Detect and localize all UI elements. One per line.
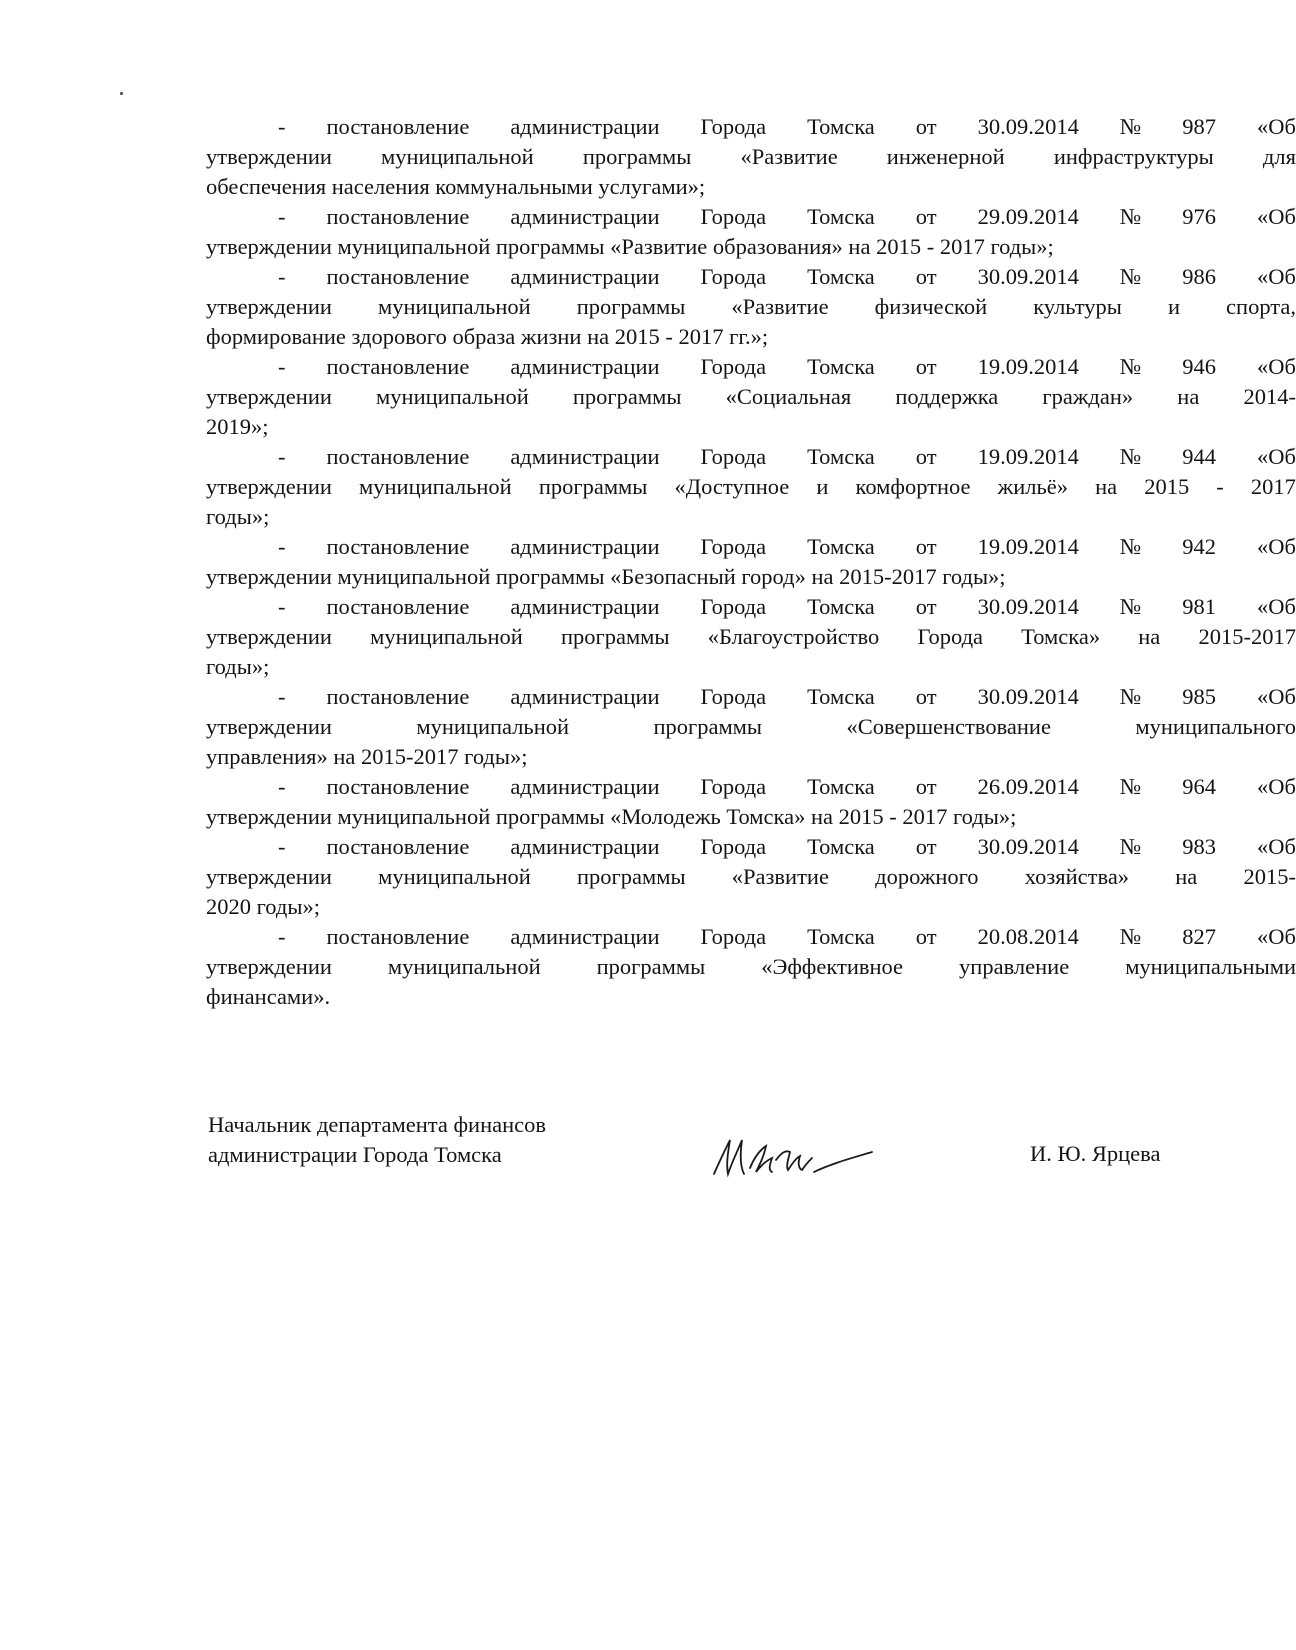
word: Города — [917, 624, 984, 649]
word: постановление — [326, 774, 470, 799]
word: 2015-2017 — [1198, 624, 1296, 649]
text-line — [206, 892, 1296, 922]
word: Томска — [807, 534, 875, 559]
word: Города — [700, 834, 767, 859]
word: № — [1119, 354, 1142, 379]
word: дорожного — [875, 864, 979, 889]
word: «Об — [1256, 444, 1296, 469]
word: программы — [572, 384, 682, 409]
text-line — [206, 142, 1296, 172]
word: «Об — [1256, 924, 1296, 949]
word: 29.09.2014 — [977, 204, 1079, 229]
word: муниципальной — [376, 384, 529, 409]
word: муниципального — [1135, 714, 1296, 739]
word: от — [915, 444, 937, 469]
word: программы — [596, 954, 706, 979]
word: на — [1138, 624, 1161, 649]
word: - — [278, 444, 286, 469]
word: «Об — [1256, 114, 1296, 139]
text-line — [206, 472, 1296, 502]
word: инженерной — [886, 144, 1005, 169]
word: - — [278, 924, 286, 949]
word: от — [915, 204, 937, 229]
word: «Об — [1256, 774, 1296, 799]
word: 942 — [1182, 534, 1216, 559]
word: - — [278, 114, 286, 139]
word: инфраструктуры — [1053, 144, 1214, 169]
word: администрации — [510, 594, 660, 619]
word: граждан» — [1042, 384, 1134, 409]
list-item — [206, 202, 1296, 262]
word: Томска» — [1021, 624, 1101, 649]
word: № — [1119, 204, 1142, 229]
signer-name: И. Ю. Ярцева — [1030, 1141, 1161, 1166]
word: от — [915, 594, 937, 619]
word: администрации — [510, 774, 660, 799]
word: Томска — [807, 264, 875, 289]
text-line — [206, 352, 1296, 382]
word: на — [1175, 864, 1198, 889]
word: Города — [700, 264, 767, 289]
word: муниципальной — [378, 864, 531, 889]
word: Томска — [807, 924, 875, 949]
text-line — [206, 772, 1296, 802]
scan-speck — [120, 92, 123, 95]
word: администрации — [510, 264, 660, 289]
word: от — [915, 924, 937, 949]
word: Города — [700, 594, 767, 619]
text-line — [206, 502, 1296, 532]
word: постановление — [326, 834, 470, 859]
word: 2020 годы»; — [206, 894, 320, 919]
word: 985 — [1182, 684, 1216, 709]
word: «Об — [1256, 264, 1296, 289]
word: 19.09.2014 — [977, 444, 1079, 469]
word: программы — [576, 294, 686, 319]
word: Города — [700, 924, 767, 949]
word: - — [278, 684, 286, 709]
word: 827 — [1182, 924, 1216, 949]
word: постановление — [326, 594, 470, 619]
word: «Эффективное — [761, 954, 904, 979]
word: от — [915, 114, 937, 139]
word: 30.09.2014 — [977, 594, 1079, 619]
word: - — [278, 264, 286, 289]
text-line — [206, 382, 1296, 412]
word: обеспечения населения коммунальными услугами»; — [206, 174, 706, 199]
text-line — [206, 982, 1296, 1012]
text-line — [206, 922, 1296, 952]
word: «Развитие — [740, 144, 838, 169]
list-item — [206, 922, 1296, 1012]
text-line — [206, 622, 1296, 652]
word: программы — [577, 864, 686, 889]
word: жильё» — [997, 474, 1068, 499]
word: 2017 — [1250, 474, 1296, 499]
word: - — [278, 834, 286, 859]
word: Томска — [807, 594, 875, 619]
text-line — [206, 412, 1296, 442]
word: для — [1262, 144, 1296, 169]
word: 19.09.2014 — [977, 534, 1079, 559]
word: - — [278, 354, 286, 379]
word: утверждении муниципальной программы «Молодежь Томска» на 2015 - 2017 годы»; — [206, 804, 1017, 829]
word: 2019»; — [206, 414, 269, 439]
text-line — [206, 562, 1296, 592]
word: «Доступное — [674, 474, 790, 499]
word: администрации — [510, 834, 660, 859]
word: администрации — [510, 444, 660, 469]
word: муниципальной — [377, 294, 531, 319]
word: 986 — [1182, 264, 1216, 289]
word: на — [1177, 384, 1200, 409]
repealed-acts-list — [206, 112, 1296, 1012]
word: Города — [700, 114, 767, 139]
text-line — [206, 172, 1296, 202]
word: Города — [700, 444, 767, 469]
text-line — [206, 832, 1296, 862]
word: № — [1119, 684, 1142, 709]
text-line — [206, 862, 1296, 892]
word: культуры — [1033, 294, 1122, 319]
word: 2015- — [1243, 864, 1296, 889]
word: 944 — [1182, 444, 1216, 469]
word: № — [1119, 834, 1142, 859]
word: постановление — [326, 114, 470, 139]
word: муниципальной — [370, 624, 523, 649]
word: 30.09.2014 — [977, 264, 1079, 289]
text-line — [206, 292, 1296, 322]
list-item — [206, 832, 1296, 922]
word: постановление — [326, 444, 470, 469]
word: от — [915, 264, 937, 289]
text-line — [206, 802, 1296, 832]
word: утверждении — [206, 714, 332, 739]
word: «Об — [1256, 594, 1296, 619]
word: муниципальной — [381, 144, 534, 169]
list-item — [206, 532, 1296, 592]
word: «Совершенствование — [846, 714, 1051, 739]
text-line — [206, 712, 1296, 742]
word: постановление — [326, 264, 470, 289]
word: № — [1119, 774, 1142, 799]
text-line — [206, 532, 1296, 562]
word: утверждении — [206, 474, 332, 499]
word: утверждении муниципальной программы «Безопасный город» на 2015-2017 годы»; — [206, 564, 1006, 589]
word: утверждении муниципальной программы «Развитие образования» на 2015 - 2017 годы»; — [206, 234, 1054, 259]
signer-position-line-2: администрации Города Томска — [208, 1142, 502, 1167]
word: 2014- — [1243, 384, 1296, 409]
word: от — [915, 534, 937, 559]
word: комфортное — [855, 474, 971, 499]
list-item — [206, 352, 1296, 442]
word: «Социальная — [725, 384, 852, 409]
word: Томска — [807, 684, 875, 709]
list-item — [206, 772, 1296, 832]
word: программы — [560, 624, 670, 649]
word: 981 — [1182, 594, 1216, 619]
word: утверждении — [206, 624, 332, 649]
text-line — [206, 652, 1296, 682]
word: муниципальными — [1125, 954, 1296, 979]
word: постановление — [326, 354, 470, 379]
word: хозяйства» — [1024, 864, 1130, 889]
word: № — [1119, 114, 1142, 139]
word: администрации — [510, 204, 660, 229]
text-line — [206, 262, 1296, 292]
word: и — [1167, 294, 1180, 319]
word: 26.09.2014 — [977, 774, 1079, 799]
word: на — [1095, 474, 1118, 499]
word: Томска — [807, 114, 875, 139]
text-line — [206, 682, 1296, 712]
signer-position-line-1: Начальник департамента финансов — [208, 1112, 547, 1137]
word: № — [1119, 534, 1142, 559]
word: муниципальной — [359, 474, 512, 499]
word: администрации — [510, 114, 660, 139]
text-line — [206, 232, 1296, 262]
word: Города — [700, 684, 767, 709]
word: № — [1119, 924, 1142, 949]
word: «Об — [1256, 684, 1296, 709]
word: от — [915, 354, 937, 379]
word: постановление — [326, 684, 470, 709]
word: и — [816, 474, 829, 499]
text-line — [206, 112, 1296, 142]
list-item — [206, 442, 1296, 532]
word: «Развитие — [731, 294, 829, 319]
text-line — [206, 952, 1296, 982]
word: Города — [700, 204, 767, 229]
word: финансами». — [206, 984, 331, 1009]
word: утверждении — [206, 954, 332, 979]
word: утверждении — [206, 294, 332, 319]
word: «Благоустройство — [707, 624, 880, 649]
word: «Об — [1256, 834, 1296, 859]
word: утверждении — [206, 384, 332, 409]
text-line — [206, 592, 1296, 622]
word: постановление — [326, 534, 470, 559]
word: утверждении — [206, 864, 332, 889]
word: - — [278, 204, 286, 229]
signer-position — [208, 1110, 546, 1170]
word: физической — [874, 294, 988, 319]
word: формирование здорового образа жизни на 2015 - 2017 гг.»; — [206, 324, 769, 349]
word: от — [915, 774, 937, 799]
word: администрации — [510, 684, 660, 709]
word: программы — [582, 144, 692, 169]
word: администрации — [510, 534, 660, 559]
word: муниципальной — [387, 954, 541, 979]
word: № — [1119, 594, 1142, 619]
list-item — [206, 592, 1296, 682]
signature-block — [208, 1110, 1208, 1180]
word: управление — [959, 954, 1070, 979]
word: Томска — [807, 444, 875, 469]
word: 964 — [1182, 774, 1216, 799]
word: годы»; — [206, 654, 270, 679]
word: «Об — [1256, 354, 1296, 379]
list-item — [206, 682, 1296, 772]
word: «Об — [1256, 204, 1296, 229]
word: администрации — [510, 924, 660, 949]
word: Города — [700, 354, 767, 379]
word: администрации — [510, 354, 660, 379]
list-item — [206, 112, 1296, 202]
word: спорта, — [1226, 294, 1296, 319]
word: 30.09.2014 — [977, 684, 1079, 709]
word: Томска — [807, 774, 875, 799]
word: Города — [700, 774, 767, 799]
word: от — [915, 834, 937, 859]
word: - — [278, 594, 286, 619]
word: Томска — [807, 834, 875, 859]
word: - — [278, 534, 286, 559]
text-line — [206, 742, 1296, 772]
word: № — [1119, 264, 1142, 289]
word: 30.09.2014 — [977, 114, 1079, 139]
word: утверждении — [206, 144, 332, 169]
word: 976 — [1182, 204, 1216, 229]
word: поддержка — [895, 384, 999, 409]
word: программы — [653, 714, 763, 739]
word: - — [1216, 474, 1224, 499]
word: постановление — [326, 204, 470, 229]
word: 946 — [1182, 354, 1216, 379]
word: постановление — [326, 924, 470, 949]
word: Города — [700, 534, 767, 559]
handwritten-signature — [706, 1130, 876, 1180]
word: - — [278, 774, 286, 799]
text-line — [206, 322, 1296, 352]
word: Томска — [807, 204, 875, 229]
word: муниципальной — [416, 714, 570, 739]
text-line — [206, 202, 1296, 232]
word: управления» на 2015-2017 годы»; — [206, 744, 528, 769]
word: «Развитие — [731, 864, 829, 889]
text-line — [206, 442, 1296, 472]
word: 20.08.2014 — [977, 924, 1079, 949]
word: «Об — [1256, 534, 1296, 559]
word: программы — [538, 474, 648, 499]
list-item — [206, 262, 1296, 352]
word: № — [1119, 444, 1142, 469]
word: 983 — [1182, 834, 1216, 859]
word: 2015 — [1144, 474, 1190, 499]
word: Томска — [807, 354, 875, 379]
word: 30.09.2014 — [977, 834, 1079, 859]
word: годы»; — [206, 504, 270, 529]
word: от — [915, 684, 937, 709]
word: 19.09.2014 — [977, 354, 1079, 379]
word: 987 — [1182, 114, 1216, 139]
